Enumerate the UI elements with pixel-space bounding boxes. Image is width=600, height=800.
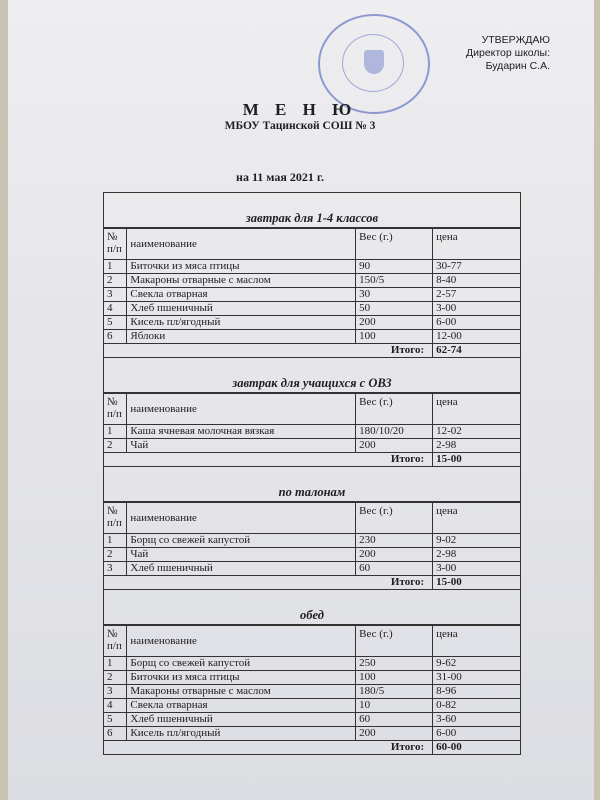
item-num: 2 bbox=[104, 439, 127, 453]
item-price: 0-82 bbox=[433, 699, 520, 713]
item-name: Свекла отварная bbox=[127, 288, 356, 302]
column-header-name: наименование bbox=[127, 229, 356, 260]
item-weight: 230 bbox=[356, 534, 433, 548]
item-price: 9-02 bbox=[433, 534, 520, 548]
item-weight: 200 bbox=[356, 548, 433, 562]
item-price: 30-77 bbox=[433, 260, 520, 274]
item-price: 2-98 bbox=[433, 439, 520, 453]
item-weight: 250 bbox=[356, 657, 433, 671]
item-num: 3 bbox=[104, 562, 127, 576]
item-num: 4 bbox=[104, 699, 127, 713]
item-weight: 180/5 bbox=[356, 685, 433, 699]
section-table bbox=[104, 502, 520, 589]
column-header-row bbox=[104, 626, 520, 657]
section-title: обед bbox=[300, 608, 324, 622]
item-name: Борщ со свежей капустой bbox=[127, 534, 356, 548]
column-header-price: цена bbox=[433, 394, 520, 425]
total-row bbox=[104, 576, 520, 590]
menu-item-row bbox=[104, 534, 520, 548]
item-name: Яблоки bbox=[127, 330, 356, 344]
item-price: 3-60 bbox=[433, 713, 520, 727]
column-header-name: наименование bbox=[127, 503, 356, 534]
column-header-weight: Вес (г.) bbox=[356, 626, 433, 657]
school-name: МБОУ Тацинской СОШ № 3 bbox=[224, 120, 376, 132]
section-table bbox=[104, 393, 520, 466]
total-row bbox=[104, 344, 520, 358]
total-row bbox=[104, 741, 520, 755]
section-table bbox=[104, 625, 520, 754]
item-name: Кисель пл/ягодный bbox=[127, 727, 356, 741]
menu-section bbox=[104, 193, 520, 357]
menu-item-row bbox=[104, 316, 520, 330]
item-num: 2 bbox=[104, 274, 127, 288]
item-num: 2 bbox=[104, 671, 127, 685]
menu-item-row bbox=[104, 685, 520, 699]
column-header-row bbox=[104, 503, 520, 534]
column-header-weight: Вес (г.) bbox=[356, 394, 433, 425]
item-name: Биточки из мяса птицы bbox=[127, 260, 356, 274]
section-title: завтрак для 1-4 классов bbox=[245, 211, 379, 225]
item-price: 6-00 bbox=[433, 727, 520, 741]
item-price: 2-98 bbox=[433, 548, 520, 562]
item-weight: 180/10/20 bbox=[356, 425, 433, 439]
item-name: Макароны отварные с маслом bbox=[127, 274, 356, 288]
item-name: Кисель пл/ягодный bbox=[127, 316, 356, 330]
menu-item-row bbox=[104, 548, 520, 562]
menu-item-row bbox=[104, 439, 520, 453]
total-row bbox=[104, 453, 520, 467]
column-header-row bbox=[104, 394, 520, 425]
item-name: Хлеб пшеничный bbox=[127, 562, 356, 576]
section-header bbox=[104, 467, 520, 502]
item-price: 31-00 bbox=[433, 671, 520, 685]
section-table bbox=[104, 228, 520, 357]
section-header bbox=[104, 590, 520, 625]
approval-block bbox=[466, 34, 550, 73]
menu-item-row bbox=[104, 562, 520, 576]
item-price: 6-00 bbox=[433, 316, 520, 330]
item-name: Биточки из мяса птицы bbox=[127, 671, 356, 685]
menu-item-row bbox=[104, 330, 520, 344]
item-weight: 100 bbox=[356, 671, 433, 685]
item-num: 1 bbox=[104, 657, 127, 671]
column-header-name: наименование bbox=[127, 626, 356, 657]
item-weight: 200 bbox=[356, 316, 433, 330]
page-title: М Е Н Ю bbox=[242, 100, 358, 119]
item-weight: 60 bbox=[356, 713, 433, 727]
column-header-num: № п/п bbox=[104, 394, 127, 425]
section-header bbox=[104, 358, 520, 393]
column-header-num: № п/п bbox=[104, 503, 127, 534]
section-title: по талонам bbox=[278, 485, 346, 499]
item-name: Хлеб пшеничный bbox=[127, 302, 356, 316]
item-num: 4 bbox=[104, 302, 127, 316]
item-num: 3 bbox=[104, 288, 127, 302]
menu-section bbox=[104, 466, 520, 589]
item-weight: 200 bbox=[356, 439, 433, 453]
total-value: 15-00 bbox=[433, 453, 520, 467]
menu-item-row bbox=[104, 288, 520, 302]
column-header-price: цена bbox=[433, 626, 520, 657]
item-weight: 60 bbox=[356, 562, 433, 576]
menu-item-row bbox=[104, 727, 520, 741]
section-header bbox=[104, 193, 520, 228]
item-price: 3-00 bbox=[433, 302, 520, 316]
total-label: Итого: bbox=[104, 344, 433, 358]
item-num: 1 bbox=[104, 425, 127, 439]
item-price: 8-96 bbox=[433, 685, 520, 699]
menu-date: на 11 мая 2021 г. bbox=[236, 170, 324, 184]
total-value: 15-00 bbox=[433, 576, 520, 590]
item-num: 5 bbox=[104, 316, 127, 330]
approval-position: Директор школы: bbox=[466, 47, 550, 59]
item-weight: 50 bbox=[356, 302, 433, 316]
item-weight: 200 bbox=[356, 727, 433, 741]
column-header-price: цена bbox=[433, 503, 520, 534]
item-weight: 30 bbox=[356, 288, 433, 302]
item-name: Хлеб пшеничный bbox=[127, 713, 356, 727]
total-label: Итого: bbox=[104, 576, 433, 590]
item-name: Чай bbox=[127, 548, 356, 562]
item-num: 2 bbox=[104, 548, 127, 562]
item-price: 8-40 bbox=[433, 274, 520, 288]
menu-item-row bbox=[104, 699, 520, 713]
column-header-weight: Вес (г.) bbox=[356, 229, 433, 260]
item-price: 12-00 bbox=[433, 330, 520, 344]
approval-signer: Бударин С.А. bbox=[485, 60, 550, 72]
menu-section bbox=[104, 589, 520, 754]
menu-item-row bbox=[104, 425, 520, 439]
menu-table bbox=[103, 192, 521, 755]
item-price: 9-62 bbox=[433, 657, 520, 671]
item-name: Каша ячневая молочная вязкая bbox=[127, 425, 356, 439]
column-header-name: наименование bbox=[127, 394, 356, 425]
item-name: Чай bbox=[127, 439, 356, 453]
item-num: 5 bbox=[104, 713, 127, 727]
item-price: 3-00 bbox=[433, 562, 520, 576]
item-num: 1 bbox=[104, 534, 127, 548]
item-name: Свекла отварная bbox=[127, 699, 356, 713]
item-name: Макароны отварные с маслом bbox=[127, 685, 356, 699]
section-title: завтрак для учащихся с ОВЗ bbox=[232, 376, 392, 390]
total-label: Итого: bbox=[104, 453, 433, 467]
item-num: 1 bbox=[104, 260, 127, 274]
menu-section bbox=[104, 357, 520, 466]
column-header-row bbox=[104, 229, 520, 260]
menu-item-row bbox=[104, 260, 520, 274]
item-name: Борщ со свежей капустой bbox=[127, 657, 356, 671]
item-weight: 100 bbox=[356, 330, 433, 344]
item-num: 3 bbox=[104, 685, 127, 699]
menu-item-row bbox=[104, 302, 520, 316]
menu-item-row bbox=[104, 671, 520, 685]
total-label: Итого: bbox=[104, 741, 433, 755]
item-weight: 90 bbox=[356, 260, 433, 274]
coat-of-arms-icon bbox=[364, 50, 384, 74]
column-header-num: № п/п bbox=[104, 626, 127, 657]
column-header-weight: Вес (г.) bbox=[356, 503, 433, 534]
item-price: 12-02 bbox=[433, 425, 520, 439]
total-value: 60-00 bbox=[433, 741, 520, 755]
item-weight: 10 bbox=[356, 699, 433, 713]
item-weight: 150/5 bbox=[356, 274, 433, 288]
menu-item-row bbox=[104, 657, 520, 671]
school-stamp bbox=[318, 14, 430, 114]
total-value: 62-74 bbox=[433, 344, 520, 358]
column-header-price: цена bbox=[433, 229, 520, 260]
item-num: 6 bbox=[104, 330, 127, 344]
item-num: 6 bbox=[104, 727, 127, 741]
menu-item-row bbox=[104, 274, 520, 288]
item-price: 2-57 bbox=[433, 288, 520, 302]
menu-item-row bbox=[104, 713, 520, 727]
approval-title: УТВЕРЖДАЮ bbox=[481, 34, 550, 46]
column-header-num: № п/п bbox=[104, 229, 127, 260]
